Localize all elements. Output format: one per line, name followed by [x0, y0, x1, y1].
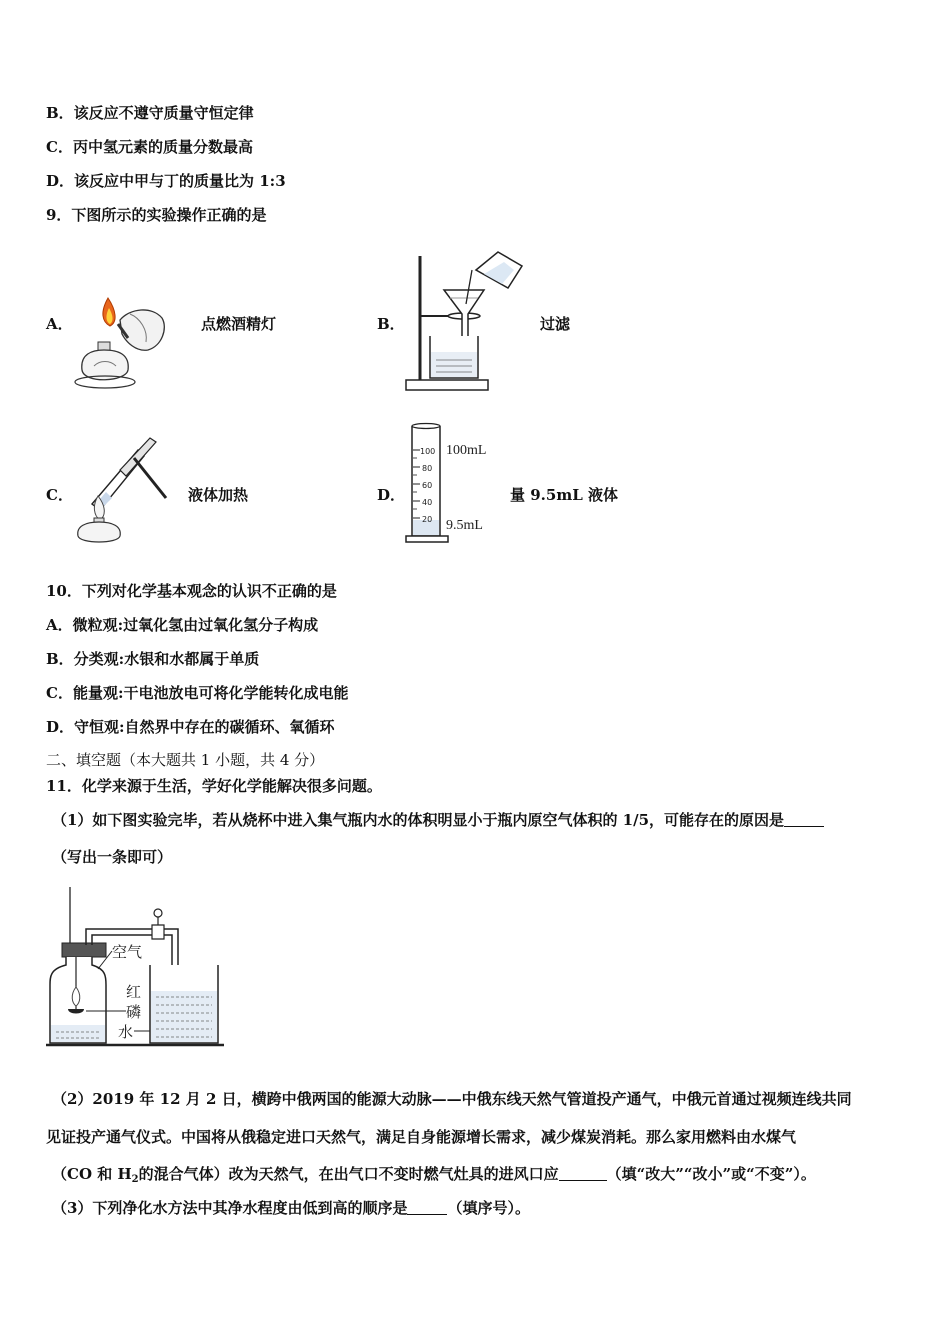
alcohol-lamp-lighting-figure — [70, 290, 180, 395]
label-phosphorus: 磷 — [126, 1003, 142, 1021]
cylinder-tick-100: 100 — [420, 447, 436, 456]
q11-part2-line3-c: （填“改大”“改小”或“不变”）。 — [606, 1165, 816, 1183]
q9-option-b-letter: B． — [377, 315, 405, 333]
q11-part2-line2: 见证投产通气仪式。中国将从俄稳定进口天然气，满足自身能源增长需求，减少煤炭消耗。那么家用燃料由水煤气 — [46, 1128, 797, 1146]
q11-part2-line3-b: 的混合气体）改为天然气，在出气口不变时燃气灶具的进风口应 — [138, 1165, 559, 1183]
label-water: 水 — [118, 1023, 134, 1041]
h2-subscript: 2 — [131, 1174, 139, 1185]
q10-option-a: A．微粒观:过氧化氢由过氧化氢分子构成 — [46, 616, 319, 634]
q11-part1-line2: （写出一条即可） — [52, 848, 173, 866]
q9-option-d-letter: D． — [377, 486, 406, 504]
q11-part2-answer-blank[interactable] — [559, 1166, 607, 1181]
q9-option-c-letter: C． — [46, 486, 73, 504]
q11-part2-line3-a: （CO 和 H — [52, 1165, 132, 1183]
section-2-title: 二、填空题（本大题共 1 小题，共 4 分） — [46, 751, 325, 769]
graduated-cylinder-figure — [404, 420, 514, 546]
q10-stem: 10．下列对化学基本观念的认识不正确的是 — [46, 582, 337, 600]
label-red: 红 — [126, 983, 142, 1001]
q11-part1-line1 — [52, 809, 824, 830]
q9-option-d-text: 量 9.5mL 液体 — [510, 486, 618, 504]
label-air: 空气 — [112, 943, 143, 961]
q8-option-b: B．该反应不遵守质量守恒定律 — [46, 104, 254, 122]
cylinder-tick-80: 80 — [422, 464, 433, 473]
liquid-heating-figure — [70, 436, 180, 546]
q9-stem: 9．下图所示的实验操作正确的是 — [46, 206, 267, 224]
q11-part3-text: （3）下列净化水方法中其净水程度由低到高的顺序是 — [52, 1199, 408, 1217]
q11-stem: 11．化学来源于生活，学好化学能解决很多问题。 — [46, 777, 382, 795]
cylinder-tick-60: 60 — [422, 481, 433, 490]
q11-part3-suffix: （填序号）。 — [447, 1199, 530, 1217]
q10-option-d: D．守恒观:自然界中存在的碳循环、氧循环 — [46, 718, 335, 736]
q9-option-b-text: 过滤 — [540, 315, 571, 333]
q9-option-c-text: 液体加热 — [188, 486, 249, 504]
q11-part2-line1: （2）2019 年 12 月 2 日，横跨中俄两国的能源大动脉——中俄东线天然气管道投产通气，中俄元首通过视频连线共同 — [52, 1090, 852, 1108]
cylinder-tick-20: 20 — [422, 515, 433, 524]
cylinder-label-9-5ml: 9.5mL — [446, 518, 483, 533]
q11-part3 — [52, 1197, 530, 1218]
cylinder-tick-40: 40 — [422, 498, 433, 507]
q11-part3-answer-blank[interactable] — [407, 1200, 447, 1215]
q11-part1-text: （1）如下图实验完毕，若从烧杯中进入集气瓶内水的体积明显小于瓶内原空气体积的 1/5，可能存在的原因是 — [52, 811, 785, 829]
q11-part1-answer-blank[interactable] — [784, 812, 824, 827]
q8-option-c: C．丙中氢元素的质量分数最高 — [46, 138, 253, 156]
q9-option-a-letter: A． — [46, 315, 73, 333]
cylinder-label-100ml: 100mL — [446, 443, 487, 458]
q9-option-a-text: 点燃酒精灯 — [201, 315, 277, 333]
q10-option-c: C．能量观:干电池放电可将化学能转化成电能 — [46, 684, 349, 702]
red-phosphorus-air-experiment-figure — [46, 885, 226, 1050]
q10-option-b: B．分类观:水银和水都属于单质 — [46, 650, 260, 668]
q11-part2-line3 — [52, 1163, 816, 1185]
q8-option-d: D．该反应中甲与丁的质量比为 1:3 — [46, 172, 286, 190]
filtration-figure — [404, 248, 534, 393]
